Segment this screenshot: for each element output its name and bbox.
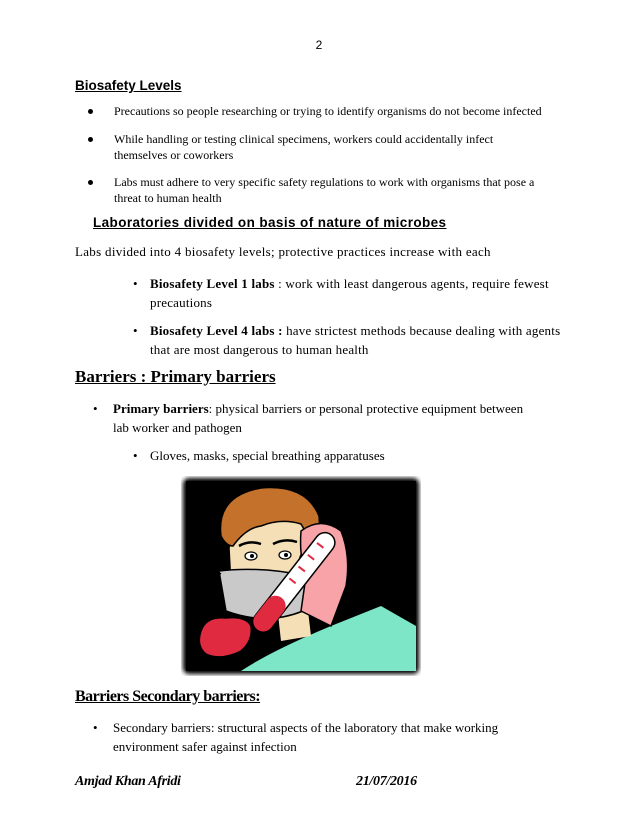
sub-list-item — [133, 446, 385, 465]
level-label: Biosafety Level 4 labs : — [150, 323, 283, 338]
list-item-primary-barriers — [93, 399, 524, 437]
list-item — [114, 174, 534, 206]
list-item-text-continued: lab worker and pathogen — [113, 420, 242, 435]
sub-list-item-text: Gloves, masks, special breathing apparatuses — [150, 448, 385, 463]
level-text: work with least dangerous agents, require fewest — [285, 276, 549, 291]
intro-paragraph: Labs divided into 4 biosafety levels; protective practices increase with each — [75, 244, 491, 259]
separator: : — [274, 276, 286, 291]
list-item — [114, 103, 542, 119]
bullet-dot: • — [93, 720, 98, 735]
bullet-dot: • — [93, 401, 98, 416]
list-item-text: While handling or testing clinical specimens, workers could accidentally infect — [114, 132, 494, 146]
bullet-dot — [88, 180, 93, 185]
list-item-text: Precautions so people researching or trying to identify organisms do not become infected — [114, 104, 542, 118]
list-item-text: : physical barriers or personal protective equipment between — [208, 401, 524, 416]
list-item-secondary-barriers — [93, 718, 499, 756]
list-item-level-4 — [133, 321, 561, 359]
list-item-text-continued: environment safer against infection — [113, 739, 297, 754]
lab-worker-image — [181, 476, 421, 676]
list-item-text-continued: threat to human health — [114, 191, 222, 205]
list-item-text-continued: themselves or coworkers — [114, 148, 234, 162]
bullet-dot — [88, 137, 93, 142]
bullet-dot: • — [133, 323, 138, 338]
bullet-dot: • — [133, 276, 138, 291]
section-heading-secondary-barriers: Barriers Secondary barriers: — [75, 688, 261, 705]
section-heading-biosafety-levels: Biosafety Levels — [75, 78, 182, 93]
list-item-text: Secondary barriers: structural aspects of the laboratory that make working — [113, 720, 499, 735]
level-label: Biosafety Level 1 labs — [150, 276, 275, 291]
bullet-dot: • — [133, 448, 138, 463]
level-text: have strictest methods because dealing with agents — [286, 323, 561, 338]
section-heading-laboratories: Laboratories divided on basis of nature of microbes — [93, 215, 447, 230]
bullet-dot — [88, 109, 93, 114]
level-text-continued: that are most dangerous to human health — [150, 342, 369, 357]
section-heading-primary-barriers: Barriers : Primary barriers — [75, 367, 276, 386]
list-item-level-1 — [133, 274, 549, 312]
level-text-continued: precautions — [150, 295, 213, 310]
list-item — [114, 131, 493, 163]
primary-barriers-label: Primary barriers — [113, 401, 209, 416]
lab-worker-illustration — [181, 476, 421, 676]
page-number: 2 — [315, 38, 323, 52]
footer-date: 21/07/2016 — [356, 774, 417, 789]
list-item-text: Labs must adhere to very specific safety regulations to work with organisms that pose a — [114, 175, 535, 189]
footer-author: Amjad Khan Afridi — [75, 774, 181, 789]
